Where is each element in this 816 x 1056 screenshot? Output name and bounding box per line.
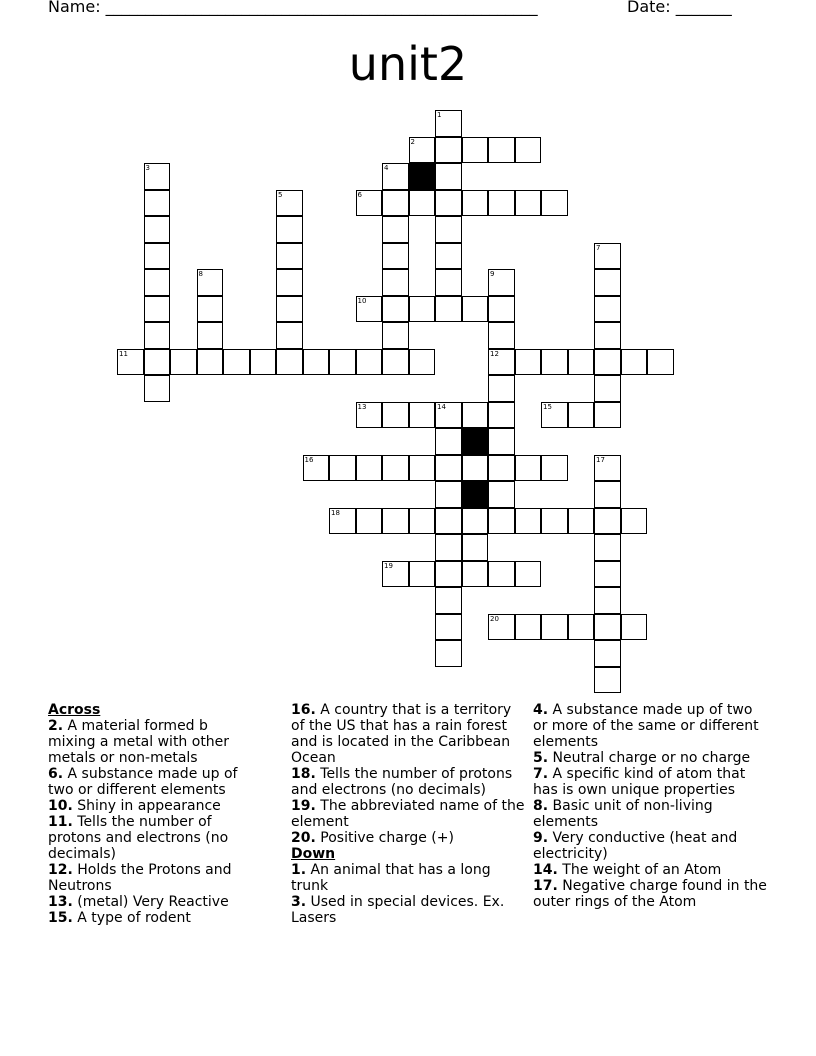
clue-across [48,798,248,814]
crossword-cell[interactable] [197,349,224,376]
crossword-cell[interactable] [515,455,542,482]
crossword-cell[interactable] [594,402,621,429]
clue-down [533,862,769,878]
cell-number: 13 [357,402,367,411]
crossword-cell[interactable] [594,481,621,508]
cell-number: 10 [357,296,367,305]
clue-number: 19. [291,798,316,814]
crossword-cell[interactable] [462,561,489,588]
cell-number: 15 [543,402,552,411]
crossword-cell[interactable] [541,508,568,535]
clue-number: 20. [291,830,316,846]
crossword-cell[interactable] [462,508,489,535]
clue-down [533,878,769,910]
crossword-cell[interactable] [515,614,542,641]
crossword-cell[interactable] [382,216,409,243]
cell-number: 9 [490,270,495,278]
clue-text: (metal) Very Reactive [77,894,229,910]
crossword-cell[interactable] [594,322,621,349]
clue-number: 15. [48,910,73,926]
crossword-cell[interactable] [462,402,489,429]
clue-number: 7. [533,766,549,782]
clue-number: 16. [291,702,316,718]
clue-number: 6. [48,766,64,782]
crossword-cell[interactable] [197,322,224,349]
crossword-cell[interactable] [276,243,303,270]
crossword-cell[interactable] [515,190,542,217]
clue-text: A substance made up of two or different elements [48,766,238,798]
crossword-cell[interactable] [594,455,621,482]
crossword-cell[interactable] [488,375,515,402]
clue-across [48,814,248,862]
clue-number: 18. [291,766,316,782]
across-heading: Across [48,702,101,718]
crossword-block [409,163,436,190]
cell-number: 20 [490,614,499,623]
clue-number: 12. [48,862,73,878]
cell-number: 6 [357,190,362,199]
clue-text: A type of rodent [77,910,191,926]
crossword-cell[interactable] [276,216,303,243]
crossword-cell[interactable] [488,561,515,588]
crossword-cell[interactable] [435,137,462,164]
clue-number: 17. [533,878,558,894]
crossword-cell[interactable] [594,243,621,270]
crossword-cell[interactable] [144,375,171,402]
crossword-cell[interactable] [462,137,489,164]
crossword-cell[interactable] [647,349,674,376]
cell-number: 11 [119,349,128,358]
crossword-cell[interactable] [488,481,515,508]
crossword-cell[interactable] [382,561,409,588]
clue-text: Holds the Protons and Neutrons [48,862,232,894]
crossword-cell[interactable] [435,534,462,561]
crossword-cell[interactable] [144,296,171,323]
crossword-cell[interactable] [541,190,568,217]
clue-number: 13. [48,894,73,910]
crossword-cell[interactable] [515,561,542,588]
crossword-cell[interactable] [435,110,462,137]
clue-text: The abbreviated name of the element [291,798,525,830]
clues-column-1 [48,702,248,926]
crossword-cell[interactable] [250,349,277,376]
clue-text: A specific kind of atom that has is own unique properties [533,766,746,798]
clue-number: 3. [291,894,307,910]
crossword-block [462,428,489,455]
crossword-cell[interactable] [568,508,595,535]
crossword-cell[interactable] [409,402,436,429]
crossword-cell[interactable] [382,296,409,323]
crossword-cell[interactable] [409,508,436,535]
crossword-cell[interactable] [541,349,568,376]
cell-number: 1 [437,111,442,119]
crossword-cell[interactable] [382,163,409,190]
clue-down [533,830,769,862]
clue-across [291,798,527,830]
crossword-cell[interactable] [515,508,542,535]
clue-text: Positive charge (+) [320,830,454,846]
clue-text: Neutral charge or no charge [552,750,751,766]
crossword-cell[interactable] [488,269,515,296]
crossword-cell[interactable] [541,614,568,641]
clue-across [48,718,248,766]
crossword-cell[interactable] [144,269,171,296]
crossword-cell[interactable] [409,296,436,323]
crossword-cell[interactable] [435,481,462,508]
crossword-cell[interactable] [594,296,621,323]
crossword-cell[interactable] [594,508,621,535]
crossword-cell[interactable] [276,190,303,217]
crossword-cell[interactable] [356,190,383,217]
crossword-cell[interactable] [435,243,462,270]
crossword-cell[interactable] [409,561,436,588]
crossword-cell[interactable] [144,216,171,243]
cell-number: 17 [596,455,605,464]
cell-number: 5 [278,190,283,199]
crossword-cell[interactable] [144,243,171,270]
crossword-cell[interactable] [356,402,383,429]
crossword-block [462,481,489,508]
crossword-cell[interactable] [382,455,409,482]
crossword-cell[interactable] [276,349,303,376]
clue-across [291,702,527,766]
cell-number: 18 [331,508,340,517]
crossword-cell[interactable] [329,508,356,535]
clue-number: 11. [48,814,73,830]
crossword-cell[interactable] [435,561,462,588]
crossword-cell[interactable] [435,640,462,667]
clue-number: 5. [533,750,549,766]
crossword-cell[interactable] [197,296,224,323]
page-title: unit2 [348,37,468,91]
crossword-cell[interactable] [435,614,462,641]
clue-down [533,766,769,798]
clue-text: Tells the number of protons and electrons (no decimals) [291,766,513,798]
clue-text: The weight of an Atom [562,862,722,878]
crossword-cell[interactable] [462,190,489,217]
crossword-cell[interactable] [435,269,462,296]
crossword-cell[interactable] [621,349,648,376]
crossword-cell[interactable] [488,322,515,349]
crossword-cell[interactable] [594,349,621,376]
crossword-cell[interactable] [621,508,648,535]
crossword-cell[interactable] [382,402,409,429]
date-field-label: Date: _______ [627,0,732,16]
crossword-cell[interactable] [276,269,303,296]
crossword-cell[interactable] [488,402,515,429]
crossword-cell[interactable] [409,349,436,376]
cell-number: 12 [490,349,499,358]
crossword-cell[interactable] [435,163,462,190]
crossword-cell[interactable] [382,269,409,296]
crossword-cell[interactable] [435,402,462,429]
crossword-cell[interactable] [303,349,330,376]
crossword-cell[interactable] [488,296,515,323]
clue-number: 10. [48,798,73,814]
crossword-cell[interactable] [329,455,356,482]
cell-number: 16 [304,455,314,464]
crossword-cell[interactable] [382,243,409,270]
cell-number: 2 [410,137,415,146]
cell-number: 4 [384,164,389,172]
crossword-cell[interactable] [594,667,621,694]
clue-down [533,750,769,766]
cell-number: 19 [384,561,393,570]
crossword-cell[interactable] [170,349,197,376]
clue-text: A country that is a territory of the US that has a rain forest and is located in the Caribbean Ocean [291,702,512,766]
down-heading: Down [291,846,336,862]
crossword-cell[interactable] [435,296,462,323]
crossword-cell[interactable] [356,455,383,482]
crossword-cell[interactable] [541,402,568,429]
crossword-cell[interactable] [488,614,515,641]
crossword-cell[interactable] [144,322,171,349]
crossword-cell[interactable] [488,428,515,455]
crossword-cell[interactable] [462,455,489,482]
clues-column-3 [533,702,769,910]
crossword-cell[interactable] [303,455,330,482]
crossword-cell[interactable] [594,269,621,296]
clue-text: A substance made up of two or more of the same or different elements [533,702,759,750]
crossword-cell[interactable] [488,455,515,482]
crossword-cell[interactable] [144,163,171,190]
clue-text: Very conductive (heat and electricity) [533,830,738,862]
crossword-cell[interactable] [488,137,515,164]
clue-number: 8. [533,798,549,814]
clue-text: Used in special devices. Ex. Lasers [291,894,505,926]
crossword-cell[interactable] [594,587,621,614]
clue-number: 1. [291,862,307,878]
crossword-cell[interactable] [435,455,462,482]
crossword-cell[interactable] [382,322,409,349]
crossword-cell[interactable] [435,508,462,535]
clue-text: Tells the number of protons and electrons (no decimals) [48,814,229,862]
crossword-cell[interactable] [594,561,621,588]
clue-text: An animal that has a long trunk [291,862,491,894]
clue-number: 14. [533,862,558,878]
crossword-cell[interactable] [462,296,489,323]
cell-number: 3 [145,164,150,172]
clue-number: 9. [533,830,549,846]
crossword-cell[interactable] [541,455,568,482]
name-field-label: Name: ______________________________________________________ [48,0,538,16]
clue-down [291,862,527,894]
cell-number: 7 [596,243,601,252]
crossword-cell[interactable] [594,614,621,641]
crossword-cell[interactable] [488,349,515,376]
crossword-cell[interactable] [488,190,515,217]
crossword-cell[interactable] [356,296,383,323]
clue-text: Shiny in appearance [77,798,221,814]
clue-text: Negative charge found in the outer rings of the Atom [533,878,767,910]
crossword-cell[interactable] [276,322,303,349]
crossword-cell[interactable] [329,349,356,376]
crossword-cell[interactable] [435,216,462,243]
cell-number: 14 [437,402,446,411]
crossword-cell[interactable] [197,269,224,296]
cell-number: 8 [198,270,203,278]
clue-down [533,702,769,750]
clue-text: Basic unit of non-living elements [533,798,713,830]
crossword-cell[interactable] [144,349,171,376]
crossword-cell[interactable] [382,190,409,217]
crossword-cell[interactable] [382,508,409,535]
crossword-cell[interactable] [488,508,515,535]
clue-across [48,862,248,894]
crossword-cell[interactable] [435,190,462,217]
clue-down [533,798,769,830]
crossword-cell[interactable] [117,349,144,376]
crossword-cell[interactable] [356,508,383,535]
crossword-cell[interactable] [382,349,409,376]
crossword-cell[interactable] [594,534,621,561]
crossword-cell[interactable] [515,137,542,164]
crossword-cell[interactable] [435,428,462,455]
crossword-cell[interactable] [409,137,436,164]
clue-down [291,894,527,926]
clue-across [48,910,248,926]
crossword-cell[interactable] [144,190,171,217]
crossword-cell[interactable] [462,534,489,561]
clue-across [48,766,248,798]
crossword-cell[interactable] [356,349,383,376]
crossword-cell[interactable] [594,640,621,667]
clue-number: 4. [533,702,549,718]
clues-column-2 [291,702,527,926]
crossword-cell[interactable] [515,349,542,376]
clue-across [291,766,527,798]
crossword-cell[interactable] [594,375,621,402]
crossword-cell[interactable] [276,296,303,323]
clue-across [48,894,248,910]
crossword-cell[interactable] [568,614,595,641]
clue-number: 2. [48,718,64,734]
crossword-cell[interactable] [409,455,436,482]
crossword-cell[interactable] [223,349,250,376]
crossword-cell[interactable] [621,614,648,641]
crossword-cell[interactable] [409,190,436,217]
clue-across [291,830,527,846]
crossword-cell[interactable] [435,587,462,614]
clue-text: A material formed b mixing a metal with other metals or non-metals [48,718,230,766]
crossword-cell[interactable] [568,402,595,429]
crossword-cell[interactable] [568,349,595,376]
